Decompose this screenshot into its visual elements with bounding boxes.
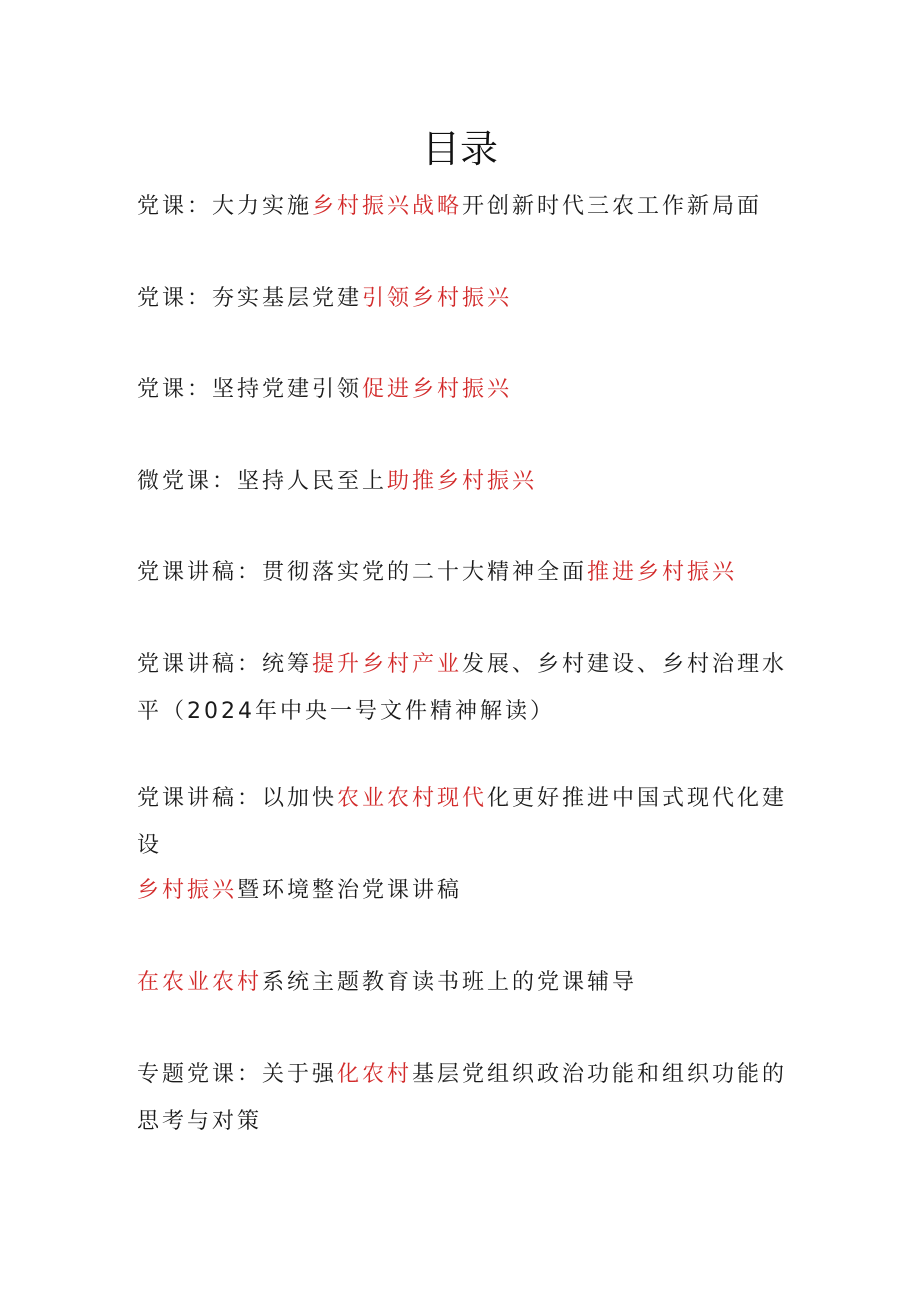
toc-item-highlight-text: 乡村振兴战略 <box>312 194 463 219</box>
toc-item-text: 开创新时代三农工作新局面 <box>462 194 763 219</box>
toc-item-text: 化更好推进中国式现代化建设 <box>137 786 788 858</box>
toc-item[interactable] <box>137 775 797 869</box>
toc-item[interactable] <box>137 641 797 735</box>
toc-item-text: 暨环境整治党课讲稿 <box>237 878 463 903</box>
toc-item-text: 党课：大力实施 <box>137 194 313 219</box>
toc-item-highlight-text: 推进乡村振兴 <box>587 560 738 585</box>
toc-item[interactable] <box>137 867 797 914</box>
toc-item-highlight-text: 在农业农村 <box>137 970 263 995</box>
toc-item-text: 系统主题教育读书班上的党课辅导 <box>262 970 638 995</box>
toc-item-highlight-text: 农业农村现代 <box>337 786 488 811</box>
toc-item[interactable] <box>137 183 797 230</box>
toc-item[interactable] <box>137 959 797 1006</box>
toc-item[interactable] <box>137 275 797 322</box>
toc-item-text: 发展、乡村建设、乡村治理水平（2024年中央一号文件精神解读） <box>137 652 788 724</box>
toc-item-text: 基层党组织政治功能和组织功能的思考与对策 <box>137 1062 788 1134</box>
toc-item-highlight-text: 提升乡村产业 <box>312 652 463 677</box>
toc-item-highlight-text: 化农村 <box>337 1062 413 1087</box>
toc-item-text: 党课讲稿：统筹 <box>137 652 313 677</box>
toc-item[interactable] <box>137 549 797 596</box>
toc-item-highlight-text: 乡村振兴 <box>137 878 238 903</box>
toc-item-highlight-text: 引领乡村振兴 <box>362 286 513 311</box>
toc-item-text: 专题党课：关于强 <box>137 1062 338 1087</box>
toc-item-text: 党课：夯实基层党建 <box>137 286 363 311</box>
toc-item-text: 党课讲稿：以加快 <box>137 786 338 811</box>
page-title: 目录 <box>421 127 498 171</box>
toc-item-text: 党课讲稿：贯彻落实党的二十大精神全面 <box>137 560 588 585</box>
toc-item[interactable] <box>137 458 797 505</box>
toc-item-highlight-text: 助推乡村振兴 <box>387 469 538 494</box>
toc-item[interactable] <box>137 366 797 413</box>
toc-item-text: 党课：坚持党建引领 <box>137 377 363 402</box>
toc-item-text: 微党课：坚持人民至上 <box>137 469 388 494</box>
toc-item[interactable] <box>137 1051 797 1145</box>
toc-item-highlight-text: 促进乡村振兴 <box>362 377 513 402</box>
